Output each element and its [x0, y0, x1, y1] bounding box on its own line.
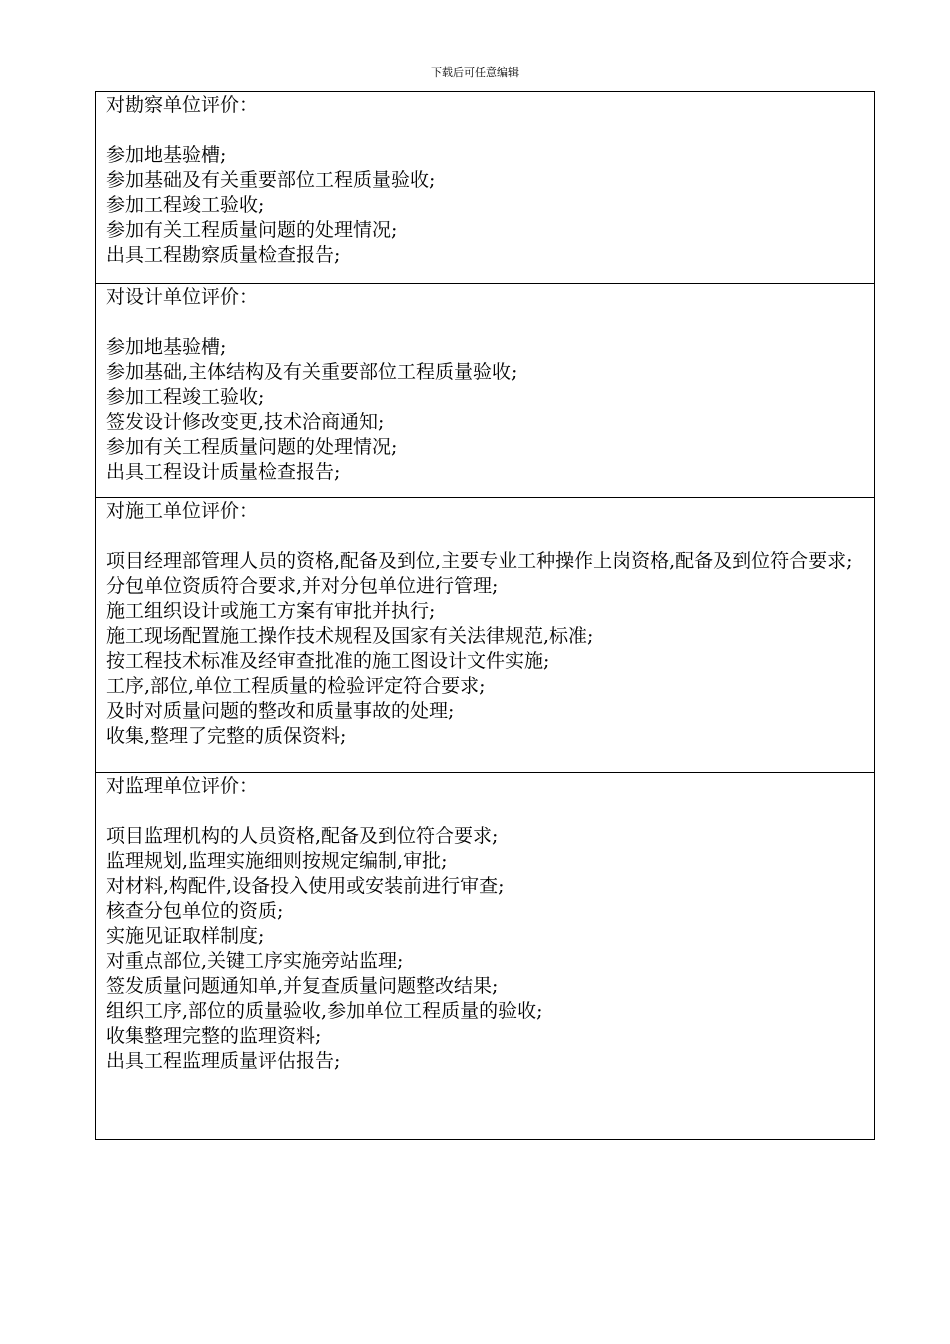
list-item: 施工现场配置施工操作技术规程及国家有关法律规范,标准; [106, 625, 594, 647]
list-item: 对重点部位,关键工序实施旁站监理; [106, 950, 404, 972]
spacer [106, 799, 864, 824]
list-item: 实施见证取样制度; [106, 925, 265, 947]
section-supervision-cell [96, 773, 875, 1140]
section-title: 对施工单位评价： [106, 500, 259, 522]
list-item: 按工程技术标准及经审查批准的施工图设计文件实施; [106, 650, 550, 672]
spacer [106, 118, 864, 143]
list-item: 施工组织设计或施工方案有审批并执行; [106, 600, 436, 622]
list-item: 工序,部位,单位工程质量的检验评定符合要求; [106, 675, 486, 697]
list-item: 组织工序,部位的质量验收,参加单位工程质量的验收; [106, 1000, 543, 1022]
list-item: 收集整理完整的监理资料; [106, 1025, 322, 1047]
section-design-cell [96, 284, 875, 498]
list-item: 出具工程设计质量检查报告; [106, 461, 341, 483]
list-item: 参加基础及有关重要部位工程质量验收; [106, 169, 436, 191]
list-item: 签发质量问题通知单,并复查质量问题整改结果; [106, 975, 499, 997]
list-item: 项目监理机构的人员资格,配备及到位符合要求; [106, 825, 499, 847]
section-title: 对监理单位评价： [106, 775, 259, 797]
list-item: 参加地基验槽; [106, 144, 227, 166]
section-design [96, 284, 875, 498]
evaluation-table [95, 91, 875, 1140]
list-item: 签发设计修改变更,技术洽商通知; [106, 411, 385, 433]
list-item: 及时对质量问题的整改和质量事故的处理; [106, 700, 455, 722]
list-item: 参加工程竣工验收; [106, 386, 265, 408]
list-item: 参加工程竣工验收; [106, 194, 265, 216]
section-title: 对勘察单位评价： [106, 94, 259, 116]
list-item: 出具工程监理质量评估报告; [106, 1050, 341, 1072]
list-item: 参加有关工程质量问题的处理情况; [106, 436, 398, 458]
list-item: 参加有关工程质量问题的处理情况; [106, 219, 398, 241]
list-item: 出具工程勘察质量检查报告; [106, 244, 341, 266]
section-supervision [96, 773, 875, 1140]
section-title: 对设计单位评价： [106, 286, 259, 308]
list-item: 分包单位资质符合要求,并对分包单位进行管理; [106, 575, 499, 597]
section-construction [96, 498, 875, 773]
list-item: 监理规划,监理实施细则按规定编制,审批; [106, 850, 448, 872]
list-item: 收集,整理了完整的质保资料; [106, 725, 347, 747]
list-item: 项目经理部管理人员的资格,配备及到位,主要专业工种操作上岗资格,配备及到位符合要求; [106, 550, 853, 572]
list-item: 对材料,构配件,设备投入使用或安装前进行审查; [106, 875, 505, 897]
spacer [106, 524, 864, 549]
list-item: 参加地基验槽; [106, 336, 227, 358]
list-item: 参加基础,主体结构及有关重要部位工程质量验收; [106, 361, 518, 383]
section-survey [96, 92, 875, 284]
section-construction-cell [96, 498, 875, 773]
section-survey-cell [96, 92, 875, 284]
spacer [106, 310, 864, 335]
page-header: 下载后可任意编辑 [431, 66, 519, 79]
list-item: 核查分包单位的资质; [106, 900, 284, 922]
